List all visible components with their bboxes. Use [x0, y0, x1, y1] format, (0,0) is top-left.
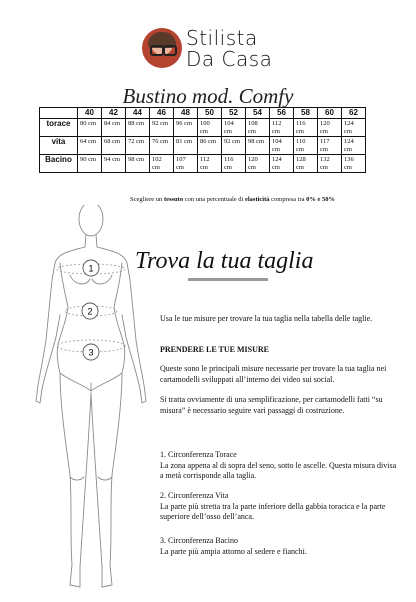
size-header: 44: [126, 108, 150, 119]
table-cell: 112 cm: [270, 119, 294, 137]
size-header: 60: [318, 108, 342, 119]
table-cell: 81 cm: [174, 137, 198, 155]
table-cell: 80 cm: [78, 119, 102, 137]
measure-item-title: 1. Circonferenza Torace: [160, 450, 237, 459]
table-cell: 108 cm: [246, 119, 270, 137]
table-cell: 100 cm: [198, 119, 222, 137]
measure-item-hips: [160, 536, 400, 557]
brand-line-2: Da Casa: [186, 47, 273, 71]
measure-item-text: La zona appena al di sopra del seno, sotto le ascelle. Questa misura divisa a metà corrisponde alla taglia.: [160, 460, 397, 480]
size-header: 46: [150, 108, 174, 119]
table-row: [40, 119, 366, 137]
table-cell: 96 cm: [174, 119, 198, 137]
table-cell: 116 cm: [294, 119, 318, 137]
size-header: 40: [78, 108, 102, 119]
table-cell: 94 cm: [102, 155, 126, 173]
table-cell: 102 cm: [150, 155, 174, 173]
size-header: 42: [102, 108, 126, 119]
table-cell: 110 cm: [294, 137, 318, 155]
table-cell: 92 cm: [222, 137, 246, 155]
table-cell: 117 cm: [318, 137, 342, 155]
table-cell: 104 cm: [270, 137, 294, 155]
table-cell: 104 cm: [222, 119, 246, 137]
corner-cell: [40, 108, 78, 119]
table-cell: 98 cm: [246, 137, 270, 155]
row-label: vita: [40, 137, 78, 155]
table-cell: 107 cm: [174, 155, 198, 173]
marker-1-label: 1: [88, 263, 94, 274]
table-cell: 92 cm: [150, 119, 174, 137]
table-cell: 86 cm: [198, 137, 222, 155]
table-cell: 68 cm: [102, 137, 126, 155]
table-cell: 132 cm: [318, 155, 342, 173]
table-cell: 76 cm: [150, 137, 174, 155]
measure-item-title: 2. Circonferenza Vita: [160, 491, 229, 500]
brand-line-1: Stilista: [186, 26, 258, 50]
size-header: 50: [198, 108, 222, 119]
body-paragraph-2: Si tratta ovviamente di una semplificazione, per cartamodelli fatti “su misura” è necessario seguire vari passaggi di costruzione.: [160, 395, 383, 415]
table-cell: 136 cm: [342, 155, 366, 173]
table-cell: 98 cm: [126, 155, 150, 173]
table-cell: 128 cm: [294, 155, 318, 173]
size-header: 52: [222, 108, 246, 119]
body-paragraph-1: Queste sono le principali misure necessarie per trovare la tua taglia nei cartamodelli sviluppati all’interno dei video sui social.: [160, 364, 387, 384]
table-cell: 120 cm: [318, 119, 342, 137]
measure-heading: PRENDERE LE TUE MISURE: [160, 345, 269, 354]
marker-3-label: 3: [88, 347, 94, 358]
size-header: 62: [342, 108, 366, 119]
table-cell: 124 cm: [342, 119, 366, 137]
table-cell: 120 cm: [246, 155, 270, 173]
size-header: 54: [246, 108, 270, 119]
intro-text: Usa le tue misure per trovare la tua taglia nella tabella delle taglie.: [160, 314, 373, 323]
size-header: 58: [294, 108, 318, 119]
table-cell: 116 cm: [222, 155, 246, 173]
table-cell: 124 cm: [270, 155, 294, 173]
measure-item-title: 3. Circonferenza Bacino: [160, 536, 238, 545]
table-cell: 124 cm: [342, 137, 366, 155]
size-header: 56: [270, 108, 294, 119]
table-row: [40, 155, 366, 173]
measure-item-text: La parte più ampia attorno al sedere e fianchi.: [160, 546, 307, 556]
size-header: 48: [174, 108, 198, 119]
marker-2-label: 2: [87, 306, 93, 317]
table-cell: 84 cm: [102, 119, 126, 137]
table-cell: 64 cm: [78, 137, 102, 155]
size-table: [39, 107, 366, 173]
size-header-row: [40, 108, 366, 119]
table-row: [40, 137, 366, 155]
document-title: Bustino mod. Comfy: [122, 84, 294, 108]
measure-item-chest: [160, 450, 400, 482]
fabric-note: Scegliere un tessuto con una percentuale di elasticità compresa tra 0% e 50%: [130, 196, 336, 203]
section-title: Trova la tua taglia: [135, 248, 314, 274]
row-label: Bacino: [40, 155, 78, 173]
table-cell: 72 cm: [126, 137, 150, 155]
table-cell: 112 cm: [198, 155, 222, 173]
table-cell: 88 cm: [126, 119, 150, 137]
row-label: torace: [40, 119, 78, 137]
measure-item-waist: [160, 491, 400, 523]
title-underline: [188, 278, 268, 281]
author-avatar: [142, 28, 182, 68]
table-cell: 90 cm: [78, 155, 102, 173]
measure-item-text: La parte più stretta tra la parte inferiore della gabbia toracica e la parte superiore dell’osso dell’anca.: [160, 501, 386, 521]
